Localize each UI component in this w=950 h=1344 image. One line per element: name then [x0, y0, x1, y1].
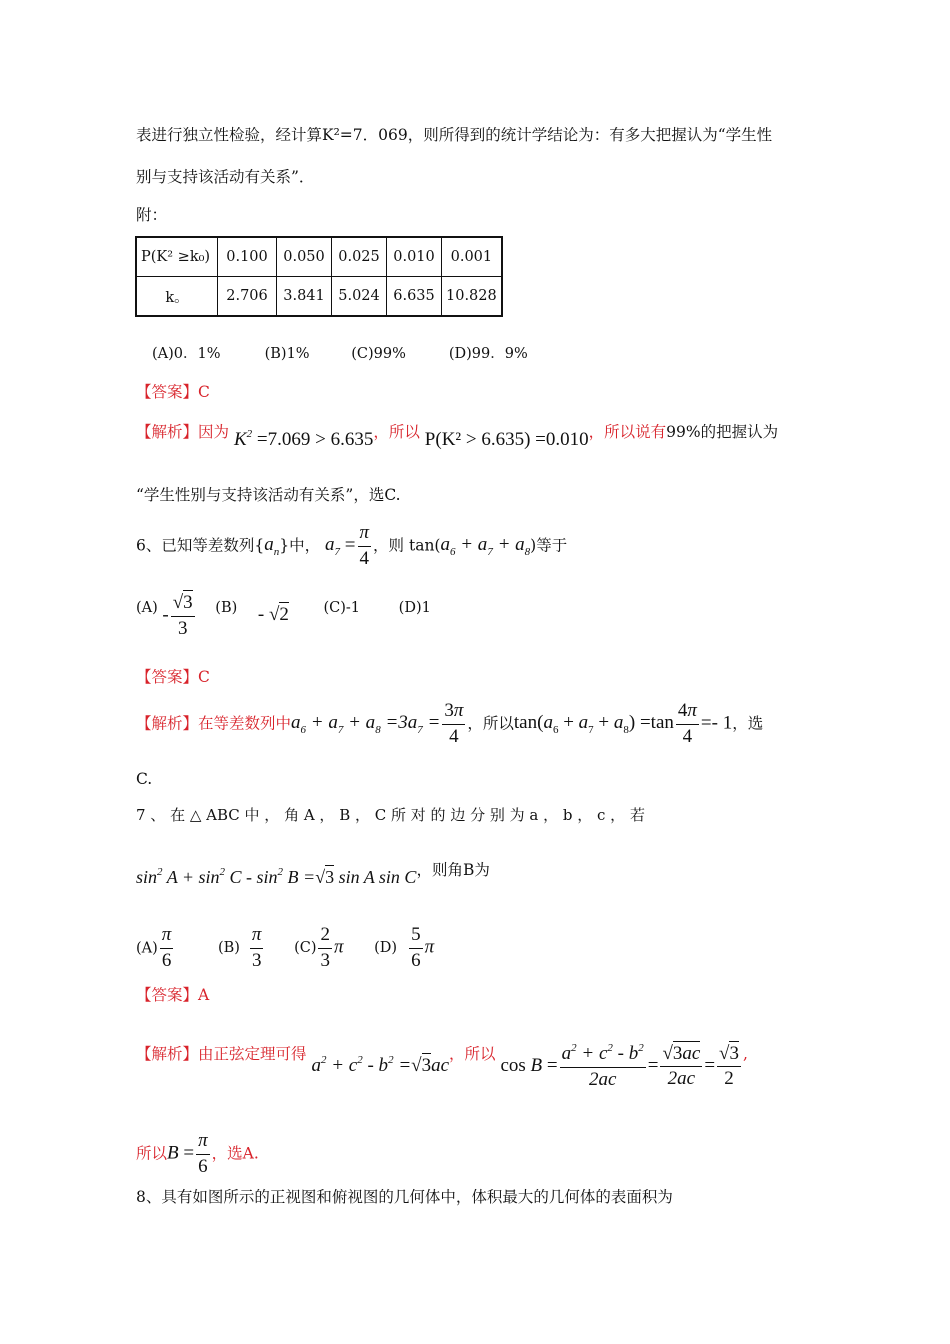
- analysis-text: 由正弦定理可得: [198, 1044, 307, 1063]
- q5-appendix-label: 附：: [136, 206, 168, 224]
- analysis-label: 【解析】: [136, 1044, 199, 1063]
- math-neg-sqrt2: - √2: [257, 604, 289, 626]
- answer-value: C: [198, 383, 210, 401]
- answer-value: C: [198, 668, 210, 686]
- q6-options: (A) - $\frac{√3}{3}$ (B) - √2 (C)-1 (D)1: [136, 592, 431, 639]
- frac-5-6: $\frac{5}{6}$: [411, 924, 421, 971]
- table-header-k: k。: [136, 277, 218, 317]
- table-cell: 0.025: [332, 237, 387, 277]
- frac-pi-3: $\frac{\pi}{3}$: [251, 924, 262, 971]
- q6-stem-then: ，则 tan(: [373, 536, 441, 555]
- answer-label: 【答案】: [136, 986, 199, 1004]
- math-cosine: $a^2 + c^2 - b^2 =√3ac$: [311, 1053, 450, 1076]
- table-row: [136, 277, 502, 317]
- q5-stem-line1: 表进行独立性检验，经计算K²=7．069，则所得到的统计学结论为：有多大把握认为“学生性: [136, 126, 773, 144]
- q7-stem-tail: ，则角B为: [416, 861, 490, 879]
- frac-pi-4: $\frac{\pi}{4}$: [359, 522, 370, 569]
- option-b: (B): [215, 600, 238, 617]
- analysis-percent: 99%的把握认为: [666, 423, 779, 441]
- q5-answer: [136, 383, 210, 402]
- table-row: [136, 237, 502, 277]
- option-c: (C): [294, 940, 317, 957]
- frac-pi-6: $\frac{\pi}{6}$: [161, 924, 172, 971]
- table-cell: 0.100: [218, 237, 277, 277]
- frac-2-3: $\frac{2}{3}$: [320, 924, 330, 971]
- frac-pi-6b: $\frac{\pi}{6}$: [198, 1130, 208, 1177]
- q7-stem-line2: [136, 861, 490, 889]
- q6-stem-close: }中，: [279, 536, 321, 555]
- table-header-p: P(K² ≥k₀): [136, 237, 218, 277]
- math-sum: $a_6 + a_7 + a_8$: [440, 534, 531, 559]
- math-sine-eq: $\sin^2 A + \sin^2 C - \sin^2 B =√3$ sin A sin C: [136, 866, 417, 887]
- q7-answer: [136, 986, 209, 1005]
- q6-stem-start: 6、已知等差数列{: [136, 536, 265, 555]
- option-a: (A): [136, 940, 158, 957]
- analysis-text: 在等差数列中: [198, 714, 292, 733]
- math-k2: $K^2 =7.069 > 6.635$: [233, 428, 374, 450]
- q5-analysis-line2: “学生性别与支持该活动有关系”，选C.: [136, 486, 401, 504]
- table-cell: 0.001: [442, 237, 502, 277]
- analysis-label: 【解析】: [136, 714, 199, 733]
- q5-analysis-line1: [136, 420, 779, 450]
- q7-stem-line1: 7 、 在 △ ABC 中 ， 角 A ， B ， C 所 对 的 边 分 别 为 a ， b ， c ， 若: [136, 806, 645, 824]
- table-cell: 3.841: [277, 277, 332, 317]
- q7-analysis-line2: 所以B = $\frac{\pi}{6}$ ，选A.: [136, 1130, 259, 1177]
- frac-cos-b: $\frac{a^2 + c^2 - b^2}{2ac}$: [561, 1042, 644, 1090]
- analysis-because: 因为: [198, 423, 230, 441]
- answer-value: A: [198, 986, 210, 1004]
- analysis-so: ，所以: [449, 1044, 496, 1063]
- q7-analysis-line1: 【解析】由正弦定理可得 $a^2 + c^2 - b^2 =√3ac$，所以 cos B = $\frac{a^2 + c^2 - b^2}{2ac}$ = $\frac{√3ac}{2ac}$ = $\frac{√3}{2}$ ,: [136, 1042, 748, 1090]
- q5-options: [152, 346, 528, 363]
- option-c: (C)-1: [323, 600, 361, 617]
- q6-analysis-line2: C.: [136, 770, 153, 788]
- option-a: (A)0．1%: [152, 346, 221, 362]
- analysis-said: ，所以说有: [588, 423, 667, 441]
- q6-stem: 6、已知等差数列$\{a_n\}$中， $a_7$ = $\frac{\pi}{4}$ ，则 $\tan(a_6 + a_7 + a_8)$等于: [136, 522, 568, 569]
- option-a: (A): [136, 600, 158, 617]
- table-cell: 2.706: [218, 277, 277, 317]
- option-d: (D)99．9%: [448, 346, 528, 362]
- q6-answer: [136, 668, 210, 687]
- analysis-so2: 所以: [136, 1144, 168, 1163]
- option-c: (C)99%: [351, 346, 406, 362]
- q5-stem-line2: 别与支持该活动有关系”．: [136, 168, 315, 186]
- math-sum-eq: $a_6 + a_7 + a_8 =3a_7$ =: [291, 712, 441, 737]
- q6-stem-end: )等于: [530, 536, 568, 555]
- option-b: (B)1%: [264, 346, 310, 362]
- chi-square-table: [135, 236, 503, 317]
- table-cell: 10.828: [442, 277, 502, 317]
- q7-options: (A) $\frac{\pi}{6}$ (B) $\frac{\pi}{3}$ (C) $\frac{2}{3}$ π (D) $\frac{5}{6}$ π: [136, 924, 435, 971]
- frac-sqrt3ac: $\frac{√3ac}{2ac}$: [662, 1042, 701, 1090]
- option-d: (D): [374, 940, 398, 957]
- math-an: $a_n$: [264, 534, 280, 559]
- option-d: (D)1: [398, 600, 431, 617]
- math-a7-eq: $a_7$: [325, 534, 341, 559]
- math-tan: $\tan(a_6 + a_7 + a_8) =\tan$: [513, 712, 674, 737]
- option-b: (B): [217, 940, 240, 957]
- answer-label: 【答案】: [136, 383, 199, 401]
- math-cos-b: cos B =: [500, 1054, 558, 1076]
- frac-3pi-4: $\frac{3\pi}{4}$: [444, 700, 464, 747]
- frac-sqrt3-2: $\frac{√3}{2}$: [719, 1042, 739, 1090]
- table-cell: 6.635: [387, 277, 442, 317]
- analysis-so: ，所以: [373, 423, 420, 441]
- analysis-label: 【解析】: [136, 423, 199, 441]
- analysis-so: ，所以: [467, 714, 514, 733]
- analysis-end: ，选A.: [211, 1144, 259, 1163]
- math-p: P(K² > 6.635) =0.010: [424, 429, 589, 450]
- table-cell: 0.050: [277, 237, 332, 277]
- q8-stem: 8、具有如图所示的正视图和俯视图的几何体中，体积最大的几何体的表面积为: [136, 1188, 673, 1206]
- table-cell: 5.024: [332, 277, 387, 317]
- frac-sqrt3-3: $\frac{√3}{3}$: [172, 592, 193, 639]
- analysis-end: ，选: [732, 714, 764, 733]
- frac-4pi-4: $\frac{4\pi}{4}$: [677, 700, 697, 747]
- q6-analysis-line1: 【解析】在等差数列中$a_6 + a_7 + a_8 =3a_7$ = $\frac{3\pi}{4}$ ，所以$\tan(a_6 + a_7 + a_8) =\tan$ $\frac{4\pi}{4}$ =- 1，选: [136, 700, 764, 747]
- answer-label: 【答案】: [136, 668, 199, 686]
- table-cell: 0.010: [387, 237, 442, 277]
